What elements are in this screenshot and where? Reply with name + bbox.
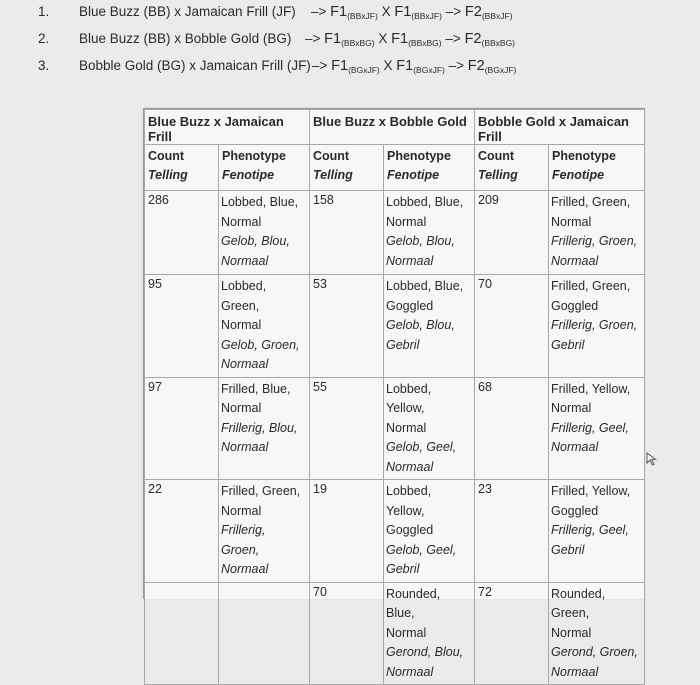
phenotype-english: Goggled <box>386 523 434 537</box>
phenotype-afrikaans: Normaal <box>386 459 434 474</box>
phenotype-english: Lobbed, Blue, <box>221 195 299 209</box>
phenotype-afrikaans: Normaal <box>551 664 599 679</box>
phenotype-english: Frilled, Yellow, <box>551 484 631 498</box>
phenotype-english: Lobbed, Blue, <box>386 279 464 293</box>
f2-subscript: (BBxJF) <box>481 11 513 21</box>
phenotype-afrikaans: Normaal <box>551 440 599 454</box>
count-cell: 209 <box>475 191 549 275</box>
cross-item-3 <box>0 58 700 82</box>
f1-label: F1 <box>394 4 412 20</box>
phenotype-afrikaans: Gelob, Blou, <box>221 234 290 248</box>
phenotype-afrikaans: Normaal <box>221 357 269 371</box>
cross-item-2 <box>0 31 700 55</box>
phenotype-cell <box>384 275 475 378</box>
phenotype-english: Goggled <box>551 298 599 313</box>
phenotype-header: Phenotype Fenotipe <box>219 145 310 191</box>
item-number: 1. <box>38 4 50 19</box>
count-header: Count Telling <box>145 145 219 191</box>
phenotype-afrikaans: Gebril <box>386 562 420 576</box>
item-number: 3. <box>38 58 50 73</box>
data-table <box>144 109 645 685</box>
phenotype-cell <box>219 377 310 480</box>
phenotype-english: Lobbed, Blue, <box>386 195 464 209</box>
count-cell: 158 <box>310 191 384 275</box>
count-cell: 97 <box>145 377 219 480</box>
count-cell: 95 <box>145 275 219 378</box>
phenotype-english: Rounded, Blue, <box>386 586 441 620</box>
phenotype-english: Normal <box>551 401 592 415</box>
count-header: Count Telling <box>475 145 549 191</box>
phenotype-afrikaans: Gelob, Geel, <box>386 542 457 557</box>
phenotype-afrikaans: Normaal <box>221 440 269 454</box>
phenotype-afrikaans: Gebril <box>386 337 420 352</box>
group-header: Bobble Gold x Jamaican Frill <box>475 110 645 145</box>
cross-symbol: X <box>378 31 388 46</box>
phenotype-afrikaans: Gerond, Blou, <box>386 645 464 659</box>
f1-subscript: (BGxJF) <box>413 65 445 75</box>
column-header-row <box>145 145 645 191</box>
count-cell: 22 <box>145 480 219 583</box>
cross-description: Bobble Gold (BG) x Jamaican Frill (JF) <box>79 58 311 73</box>
f1-subscript: (BGxJF) <box>348 65 380 75</box>
phenotype-english: Normal <box>386 625 427 640</box>
phenotype-afrikaans: Gelob, Geel, <box>386 440 457 454</box>
phenotype-english: Frilled, Yellow, <box>551 381 631 396</box>
phenotype-english: Lobbed, Yellow, <box>386 484 432 518</box>
phenotype-english: Frilled, Green, <box>551 279 631 293</box>
phenotype-afrikaans: Gelob, Blou, <box>386 234 455 248</box>
phenotype-afrikaans: Frillerig, Geel, <box>551 523 629 537</box>
group-header: Blue Buzz x Jamaican Frill <box>145 110 310 145</box>
phenotype-afrikaans: Gelob, Groen, <box>221 337 300 352</box>
phenotype-english: Goggled <box>551 503 599 518</box>
phenotype-english: Normal <box>221 503 262 518</box>
f2-label: F2 <box>464 4 482 20</box>
phenotype-cell <box>384 480 475 583</box>
f2-label: F2 <box>464 31 482 47</box>
phenotype-afrikaans: Gerond, Groen, <box>551 645 638 659</box>
phenotype-english: Normal <box>221 318 262 332</box>
phenotype-afrikaans: Gebril <box>551 542 585 557</box>
f2-label: F2 <box>467 58 485 74</box>
phenotype-cell <box>219 191 310 275</box>
phenotype-english: Normal <box>386 214 427 229</box>
phenotype-cell <box>219 582 310 685</box>
count-cell: 70 <box>310 582 384 685</box>
phenotype-afrikaans: Normaal <box>221 253 269 268</box>
phenotype-cell <box>549 480 645 583</box>
phenotype-cell <box>549 582 645 685</box>
count-cell: 19 <box>310 480 384 583</box>
f1-subscript: (BBxJF) <box>347 11 378 21</box>
count-cell: 286 <box>145 191 219 275</box>
cross-item-1 <box>0 4 700 28</box>
table-row <box>145 582 645 685</box>
arrow: –> <box>312 58 328 73</box>
phenotype-cell <box>219 480 310 583</box>
phenotype-cell <box>219 275 310 378</box>
group-header: Blue Buzz x Bobble Gold <box>310 110 475 145</box>
count-cell <box>145 582 219 685</box>
phenotype-afrikaans: Gelob, Blou, <box>386 318 455 332</box>
group-header-row <box>145 110 645 145</box>
cross-symbol: X <box>383 58 393 73</box>
cross-formula <box>305 31 515 48</box>
arrow: –> <box>305 31 321 46</box>
arrow: –> <box>445 4 462 19</box>
mouse-cursor-icon <box>646 452 658 466</box>
count-cell: 68 <box>475 377 549 480</box>
phenotype-english: Frilled, Green, <box>551 195 631 209</box>
phenotype-english: Normal <box>551 214 592 229</box>
count-cell: 53 <box>310 275 384 378</box>
phenotype-english: Frilled, Green, <box>221 484 301 498</box>
phenotype-cell <box>549 377 645 480</box>
f1-label: F1 <box>391 31 409 47</box>
f1-subscript: (BBxJF) <box>411 11 442 21</box>
f2-subscript: (BGxJF) <box>484 65 517 75</box>
phenotype-english: Frilled, Blue, <box>221 381 291 396</box>
table-row <box>145 191 645 275</box>
arrow: –> <box>311 4 327 19</box>
phenotype-english: Normal <box>221 214 262 229</box>
count-cell: 70 <box>475 275 549 378</box>
f1-label: F1 <box>331 58 349 74</box>
cross-description: Blue Buzz (BB) x Jamaican Frill (JF) <box>79 4 296 19</box>
phenotype-table <box>143 108 645 679</box>
cross-description: Blue Buzz (BB) x Bobble Gold (BG) <box>79 31 292 46</box>
arrow: –> <box>448 58 465 73</box>
phenotype-afrikaans: Frillerig, Geel, <box>551 420 629 435</box>
count-cell: 55 <box>310 377 384 480</box>
table-row <box>145 275 645 378</box>
phenotype-header: Phenotype Fenotipe <box>549 145 645 191</box>
cross-formula <box>312 58 516 75</box>
phenotype-cell <box>384 377 475 480</box>
f1-label: F1 <box>330 4 348 20</box>
table-row <box>145 480 645 583</box>
f2-subscript: (BBxBG) <box>481 38 516 48</box>
cross-symbol: X <box>381 4 391 19</box>
f1-label: F1 <box>396 58 414 74</box>
count-header: Count Telling <box>310 145 384 191</box>
phenotype-afrikaans: Normaal <box>221 562 269 576</box>
phenotype-afrikaans: Frillerig, Groen, <box>551 234 638 248</box>
phenotype-afrikaans: Frillerig, Blou, <box>221 420 298 435</box>
phenotype-english: Normal <box>551 625 592 640</box>
phenotype-cell <box>549 191 645 275</box>
phenotype-english: Normal <box>221 401 262 415</box>
count-cell: 72 <box>475 582 549 685</box>
f1-subscript: (BBxBG) <box>408 38 442 48</box>
phenotype-afrikaans: Frillerig, Groen, <box>221 523 266 557</box>
table-row <box>145 377 645 480</box>
phenotype-afrikaans: Gebril <box>551 337 585 352</box>
f1-subscript: (BBxBG) <box>341 38 375 48</box>
f1-label: F1 <box>324 31 342 47</box>
phenotype-cell <box>384 191 475 275</box>
phenotype-english: Lobbed, Yellow, <box>386 381 432 415</box>
phenotype-cell <box>549 275 645 378</box>
phenotype-cell <box>384 582 475 685</box>
phenotype-english: Lobbed, Green, <box>221 279 267 313</box>
phenotype-english: Rounded, Green, <box>551 586 606 620</box>
arrow: –> <box>445 31 461 46</box>
phenotype-english: Normal <box>386 420 427 435</box>
item-number: 2. <box>38 31 50 46</box>
phenotype-afrikaans: Frillerig, Groen, <box>551 318 638 332</box>
phenotype-english: Goggled <box>386 298 434 313</box>
phenotype-header: Phenotype Fenotipe <box>384 145 475 191</box>
phenotype-afrikaans: Normaal <box>386 664 434 679</box>
count-cell: 23 <box>475 480 549 583</box>
phenotype-afrikaans: Normaal <box>551 253 599 268</box>
phenotype-afrikaans: Normaal <box>386 253 434 268</box>
cross-formula <box>311 4 513 21</box>
